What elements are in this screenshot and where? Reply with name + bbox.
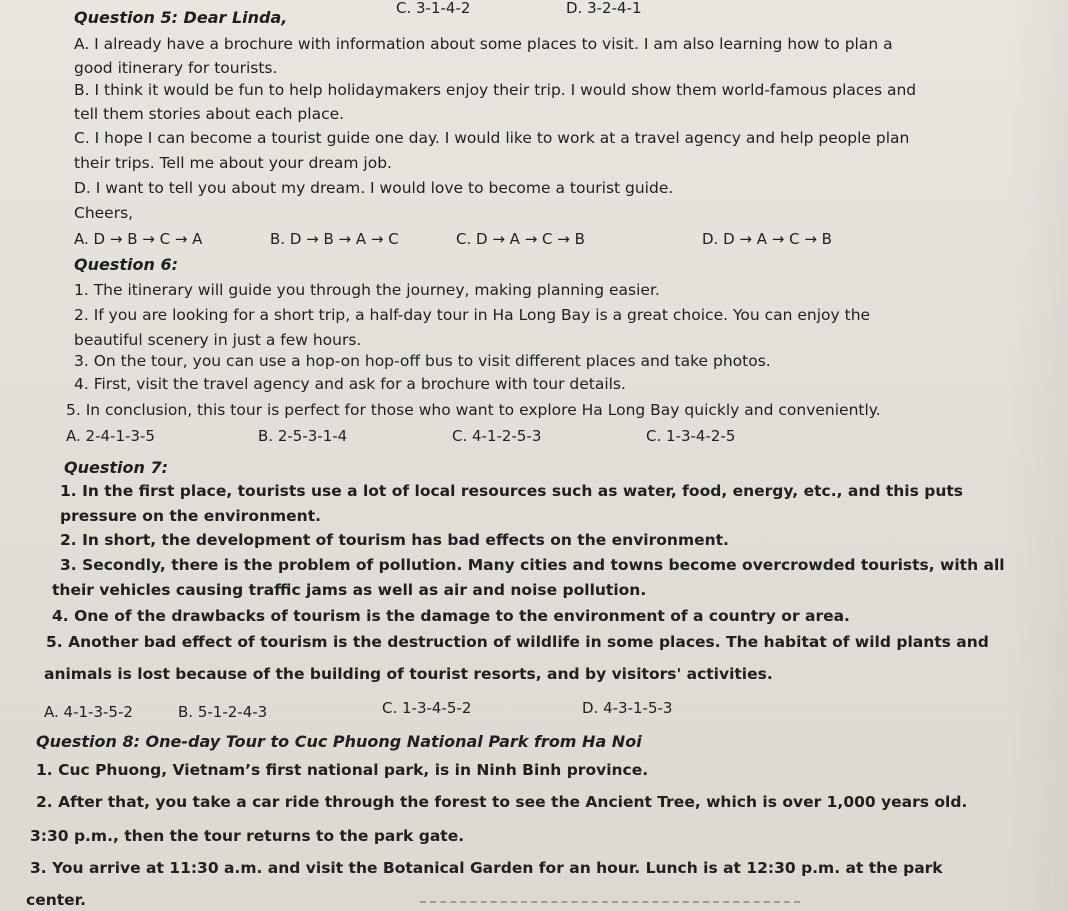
- question-5-title: Question 5: Dear Linda,: [74, 8, 288, 27]
- q5-option-d[interactable]: D. D → A → C → B: [702, 230, 832, 248]
- q5-item-c-line2: their trips. Tell me about your dream job.: [74, 154, 392, 172]
- top-option-d: D. 3-2-4-1: [566, 0, 642, 17]
- top-option-c: C. 3-1-4-2: [396, 0, 471, 17]
- q6-option-d[interactable]: C. 1-3-4-2-5: [646, 427, 736, 445]
- cut-off-text-mark: [420, 901, 800, 911]
- q5-item-a-line1: A. I already have a brochure with information about some places to visit. I am also learning how to plan a: [74, 35, 893, 53]
- q5-closing: Cheers,: [74, 204, 134, 222]
- q7-option-d[interactable]: D. 4-3-1-5-3: [582, 699, 673, 717]
- q5-item-c-line1: C. I hope I can become a tourist guide one day. I would like to work at a travel agency and help people plan: [74, 129, 910, 147]
- q8-item-2-line2: 3:30 p.m., then the tour returns to the park gate.: [30, 827, 465, 845]
- q7-item-2: 2. In short, the development of tourism has bad effects on the environment.: [60, 531, 729, 549]
- q7-item-3-line1: 3. Secondly, there is the problem of pollution. Many cities and towns become overcrowded tourists, with all: [60, 556, 1005, 574]
- q6-option-b[interactable]: B. 2-5-3-1-4: [258, 427, 348, 445]
- q6-option-a[interactable]: A. 2-4-1-3-5: [66, 427, 155, 445]
- q5-option-b[interactable]: B. D → B → A → C: [270, 230, 399, 248]
- question-6-title: Question 6:: [74, 255, 178, 274]
- q5-item-b-line1: B. I think it would be fun to help holidaymakers enjoy their trip. I would show them world-famous places and: [74, 81, 917, 99]
- q7-option-a[interactable]: A. 4-1-3-5-2: [44, 703, 133, 721]
- q7-option-b[interactable]: B. 5-1-2-4-3: [178, 703, 268, 721]
- q8-item-1: 1. Cuc Phuong, Vietnam’s first national park, is in Ninh Binh province.: [36, 761, 649, 779]
- q6-item-1: 1. The itinerary will guide you through the journey, making planning easier.: [74, 281, 660, 299]
- page-shadow: [1008, 0, 1068, 911]
- q7-item-1-line2: pressure on the environment.: [60, 507, 322, 525]
- question-8-title: Question 8: One-day Tour to Cuc Phuong National Park from Ha Noi: [36, 732, 642, 751]
- q6-item-5: 5. In conclusion, this tour is perfect for those who want to explore Ha Long Bay quickly and conveniently.: [66, 401, 881, 419]
- q6-item-2-line1: 2. If you are looking for a short trip, a half-day tour in Ha Long Bay is a great choice. You can enjoy the: [74, 306, 871, 324]
- q6-item-2-line2: beautiful scenery in just a few hours.: [74, 331, 362, 349]
- q6-item-4: 4. First, visit the travel agency and ask for a brochure with tour details.: [74, 375, 626, 393]
- q5-item-b-line2: tell them stories about each place.: [74, 105, 345, 123]
- q5-option-c[interactable]: C. D → A → C → B: [456, 230, 585, 248]
- q6-item-3: 3. On the tour, you can use a hop-on hop-off bus to visit different places and take photos.: [74, 352, 771, 370]
- q7-item-5-line1: 5. Another bad effect of tourism is the destruction of wildlife in some places. The habitat of wild plants and: [46, 633, 989, 651]
- question-7-title: Question 7:: [64, 458, 168, 477]
- q7-option-c[interactable]: C. 1-3-4-5-2: [382, 699, 472, 717]
- q8-item-3-line1: 3. You arrive at 11:30 a.m. and visit the Botanical Garden for an hour. Lunch is at 12:30 p.m. at the park: [30, 859, 943, 877]
- q7-item-1-line1: 1. In the first place, tourists use a lot of local resources such as water, food, energy, etc., and this puts: [60, 482, 964, 500]
- q7-item-5-line2: animals is lost because of the building of tourist resorts, and by visitors' activities.: [44, 665, 773, 683]
- q7-item-3-line2: their vehicles causing traffic jams as well as air and noise pollution.: [52, 581, 647, 599]
- q8-item-3-line2: center.: [26, 891, 86, 909]
- q7-item-4: 4. One of the drawbacks of tourism is the damage to the environment of a country or area.: [52, 607, 850, 625]
- q8-item-2-line1: 2. After that, you take a car ride through the forest to see the Ancient Tree, which is over 1,000 years old.: [36, 793, 968, 811]
- q5-item-a-line2: good itinerary for tourists.: [74, 59, 278, 77]
- q5-item-d: D. I want to tell you about my dream. I would love to become a tourist guide.: [74, 179, 674, 197]
- q6-option-c[interactable]: C. 4-1-2-5-3: [452, 427, 542, 445]
- q5-option-a[interactable]: A. D → B → C → A: [74, 230, 203, 248]
